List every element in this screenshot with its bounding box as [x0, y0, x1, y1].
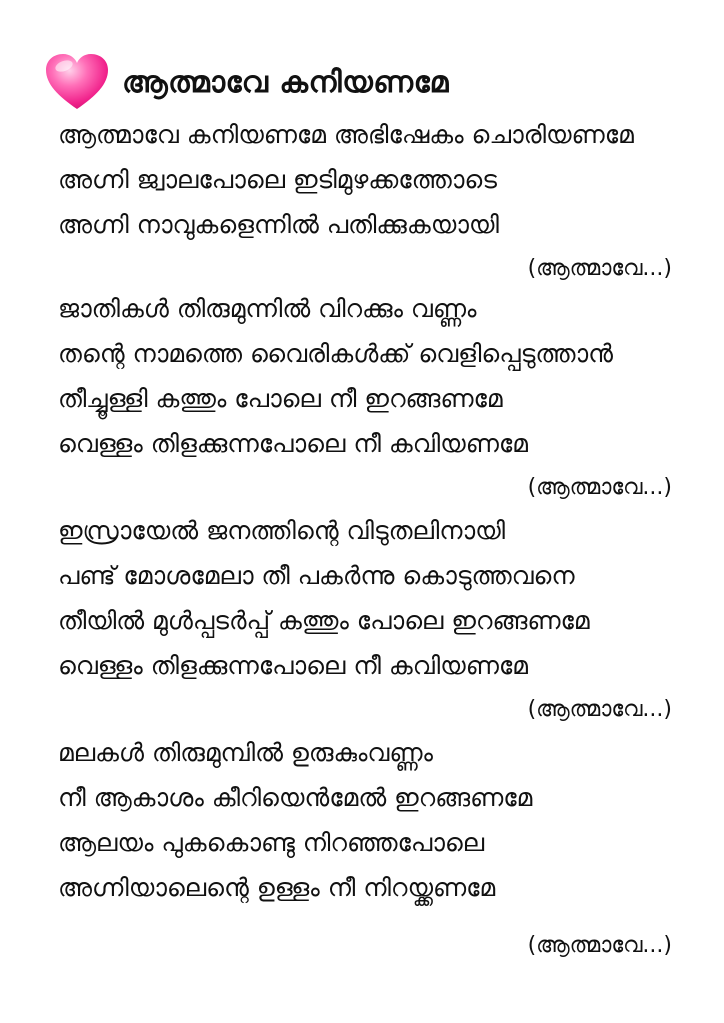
lyric-line: നീ ആകാശം കീറിയെൻമേൽ ഇറങ്ങണമേ — [58, 783, 533, 812]
refrain-marker: (ആത്മാവേ...) — [527, 256, 672, 281]
lyric-line: അഗ്നിയാലെന്റെ ഉള്ളം നീ നിറയ്ക്കണമേ — [58, 873, 496, 902]
stanza-3 — [58, 508, 678, 732]
refrain-marker: (ആത്മാവേ...) — [527, 697, 672, 722]
title-row — [44, 52, 449, 112]
lyric-line: അഗ്നി നാവുകളെന്നിൽ പതിക്കുകയായി — [58, 210, 499, 239]
page-title: ആത്മാവേ കനിയണമേ — [122, 64, 449, 100]
lyric-line: തീയിൽ മുൾപ്പടർപ്പ് കത്തും പോലെ ഇറങ്ങണമേ — [58, 606, 590, 635]
lyric-line: ഇസ്രായേൽ ജനത്തിന്റെ വിടുതലിനായി — [58, 516, 506, 545]
lyric-line: ആത്മാവേ കനിയണമേ അഭിഷേകം ചൊരിയണമേ — [58, 120, 634, 149]
lyric-line: തന്റെ നാമത്തെ വൈരികൾക്ക് വെളിപ്പെടുത്താൻ — [58, 339, 613, 368]
stanza-4 — [58, 730, 678, 968]
lyric-line: വെള്ളം തിളക്കുന്നപോലെ നീ കവിയണമേ — [58, 651, 528, 680]
refrain-marker: (ആത്മാവേ...) — [527, 475, 672, 500]
lyric-line: മലകൾ തിരുമുമ്പിൽ ഉരുകുംവണ്ണം — [58, 738, 433, 767]
lyric-line: അഗ്നി ജ്വാലപോലെ ഇടിമുഴക്കത്തോടെ — [58, 165, 497, 194]
lyric-line: ജാതികൾ തിരുമുന്നിൽ വിറക്കും വണ്ണം — [58, 294, 477, 323]
lyric-line: പണ്ട് മോശമേലാ തീ പകർന്നു കൊടുത്തവനെ — [58, 561, 575, 590]
refrain-marker: (ആത്മാവേ...) — [527, 933, 672, 958]
stanza-1 — [58, 112, 678, 291]
heart-icon — [44, 52, 110, 112]
lyric-line: തീച്ചൂള്ളി കത്തും പോലെ നീ ഇറങ്ങണമേ — [58, 384, 503, 413]
stanza-2 — [58, 286, 678, 510]
lyric-line: വെള്ളം തിളക്കുന്നപോലെ നീ കവിയണമേ — [58, 429, 528, 458]
lyric-line: ആലയം പുകകൊണ്ടു നിറഞ്ഞപോലെ — [58, 828, 485, 857]
